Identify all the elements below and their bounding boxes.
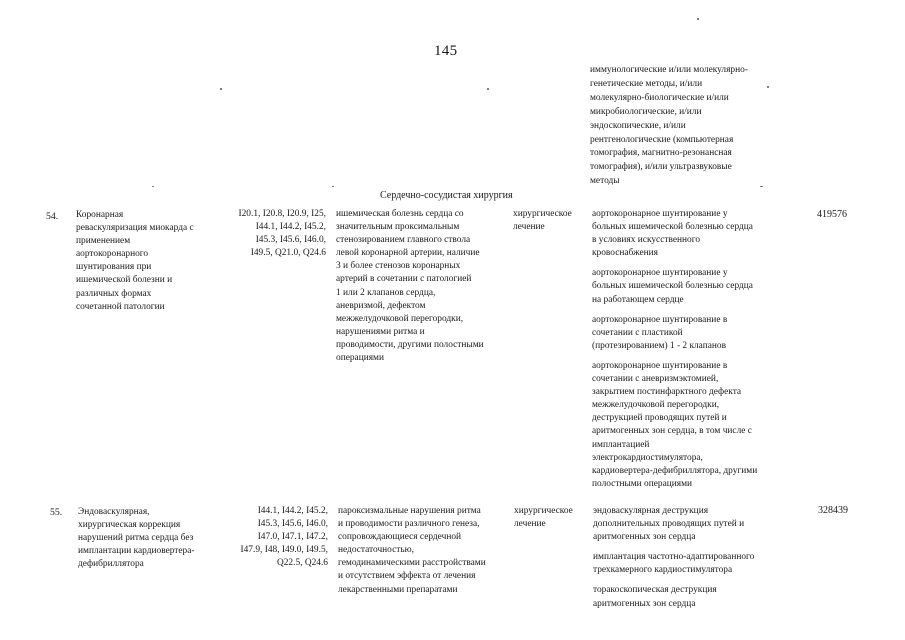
text-line: I47.9, I48, I49.0, I49.5,	[240, 545, 328, 556]
scan-speck	[152, 186, 154, 187]
text-line: генетические методы, и/или	[590, 78, 703, 89]
text-line: Эндоваскулярная,	[78, 507, 150, 517]
text-line: аортокоронарное шунтирование у	[592, 209, 728, 219]
text-line: аортокоронарное шунтирование у	[592, 268, 728, 279]
text-line: эндоскопические, и/или	[590, 120, 686, 131]
treatment-method	[592, 314, 802, 353]
text-line: хирургическое	[513, 209, 572, 219]
text-line: микробиологические, и/или	[590, 106, 702, 117]
treatment-method	[592, 208, 802, 260]
text-line: молекулярно-биологические и/или	[590, 92, 729, 103]
text-line: торакоскопическая деструкция	[593, 585, 717, 596]
text-line: артерий в сочетании с патологией	[336, 274, 472, 285]
treatment-methods	[592, 208, 802, 498]
text-line: и проводимости различного генеза,	[338, 519, 480, 530]
text-line: I20.1, I20.8, I20.9, I25,	[238, 209, 326, 219]
text-line: закрытием постинфарктного дефекта	[592, 387, 742, 398]
text-line: I45.3, I45.6, I46.0,	[257, 519, 328, 530]
text-line: дефибриллятора	[78, 559, 144, 570]
text-line: эндоваскулярная деструкция	[593, 506, 709, 516]
icd-codes	[222, 505, 328, 570]
text-line: сочетании с пластикой	[592, 327, 683, 338]
treatment-method	[592, 267, 802, 306]
text-line: 3 и более стенозов коронарных	[336, 261, 461, 272]
treatment-type	[514, 505, 590, 531]
text-line: I44.1, I44.2, I45.2,	[257, 506, 328, 516]
text-line: больных ишемической болезнью сердца	[592, 222, 753, 233]
text-line: I44.1, I44.2, I45.2,	[255, 222, 326, 233]
treatment-method	[593, 551, 803, 577]
text-line: значительным проксимальным	[336, 222, 460, 233]
text-line: недостаточностью,	[338, 545, 414, 556]
text-line: томография), и/или ультразвуковые	[590, 162, 732, 173]
text-line: 1 или 2 клапанов сердца,	[336, 287, 436, 298]
carryover-methods-text	[590, 64, 790, 189]
text-line: лечение	[513, 222, 545, 233]
text-line: иммунологические и/или молекулярно-	[590, 65, 748, 75]
diagnosis	[336, 208, 508, 365]
text-line: сочетании с аневризмэктомией,	[592, 374, 719, 385]
text-line: межжелудочковой перегородки,	[336, 313, 464, 324]
text-line: сочетанной патологии	[76, 301, 165, 312]
text-line: I47.0, I47.1, I47.2,	[257, 532, 328, 543]
scan-speck	[697, 18, 699, 20]
text-line: лечение	[514, 519, 546, 530]
text-line: пароксизмальные нарушения ритма	[338, 506, 481, 516]
text-line: томография, магнитно-резонансная	[590, 148, 732, 159]
text-line: хирургическая коррекция	[78, 520, 181, 531]
treatment-type	[513, 208, 589, 234]
text-line: рентгенологические (компьютерная	[590, 134, 734, 145]
text-line: (протезированием) 1 - 2 клапанов	[592, 340, 727, 351]
text-line: межжелудочковой перегородки,	[592, 400, 720, 411]
icd-codes	[220, 208, 326, 260]
text-line: кардиовертера-дефибриллятора, другими	[592, 465, 758, 476]
text-line: применением	[76, 236, 131, 247]
text-line: Q22.5, Q24.6	[276, 558, 328, 569]
text-line: аневризмой, дефектом	[336, 300, 426, 311]
text-line: различных формах	[76, 288, 152, 299]
section-title: Сердечно-сосудистая хирургия	[380, 190, 513, 201]
text-line: ишемической болезни и	[76, 275, 173, 286]
text-line: и отсутствием эффекта от лечения	[338, 571, 476, 582]
text-line: аортокоронарное шунтирование в	[592, 360, 728, 371]
page-number: 145	[434, 43, 458, 59]
text-line: на работающем сердце	[592, 294, 684, 305]
scan-speck	[332, 186, 334, 187]
text-line: ишемическая болезнь сердца со	[336, 209, 464, 219]
text-line: лекарственными препаратами	[338, 584, 458, 595]
text-line: хирургическое	[514, 506, 573, 516]
price: 419576	[817, 209, 847, 220]
text-line: полостными операциями	[592, 478, 693, 489]
text-line: аортокоронарного	[76, 249, 149, 260]
text-line: аритмогенных зон сердца	[593, 532, 696, 543]
text-line: реваскуляризация миокарда с	[76, 223, 194, 234]
text-line: аритмогенных зон сердца, в том числе с	[592, 426, 752, 437]
treatment-method	[593, 584, 803, 610]
text-line: шунтирования при	[76, 262, 152, 273]
text-line: нарушений ритма сердца без	[78, 533, 194, 544]
diagnosis	[338, 505, 510, 597]
text-line: трехкамерного кардиостимулятора	[593, 565, 733, 576]
text-line: проводимости, другими полостными	[336, 339, 484, 350]
text-line: операциями	[336, 353, 385, 364]
text-line: аортокоронарное шунтирование в	[592, 314, 728, 325]
text-line: нарушениями ритма и	[336, 326, 425, 337]
scan-speck	[220, 88, 222, 90]
text-line: I45.3, I45.6, I46.0,	[255, 235, 326, 246]
text-line: электрокардиостимулятора,	[592, 452, 703, 463]
treatment-method	[592, 360, 802, 491]
text-line: Коронарная	[76, 210, 124, 220]
procedure-name	[78, 506, 228, 571]
text-line: левой коронарной артерии, наличие	[336, 248, 480, 259]
text-line: деструкцией проводящих путей и	[592, 413, 727, 424]
text-line: аритмогенных зон сердца	[593, 598, 696, 609]
text-line: стенозированием главного ствола	[336, 235, 471, 246]
text-line: методы	[590, 176, 620, 187]
treatment-method	[593, 505, 803, 544]
procedure-name	[76, 209, 226, 314]
text-line: имплантации кардиовертера-	[78, 546, 195, 557]
text-line: в условиях искусственного	[592, 235, 701, 246]
text-line: гемодинамическими расстройствами	[338, 558, 486, 569]
text-line: кровоснабжения	[592, 248, 658, 259]
text-line: имплантацией	[592, 439, 650, 450]
text-line: сопровождающиеся сердечной	[338, 532, 462, 543]
scan-speck	[487, 88, 489, 90]
text-line: имплантация частотно-адаптированного	[593, 552, 755, 563]
price: 328439	[818, 505, 848, 516]
treatment-methods	[593, 505, 803, 618]
text-line: I49.5, Q21.0, Q24.6	[250, 248, 326, 259]
row-number: 55.	[50, 507, 63, 518]
text-line: дополнительных проводящих путей и	[593, 519, 745, 530]
text-line: больных ишемической болезнью сердца	[592, 281, 753, 292]
row-number: 54.	[46, 211, 59, 222]
